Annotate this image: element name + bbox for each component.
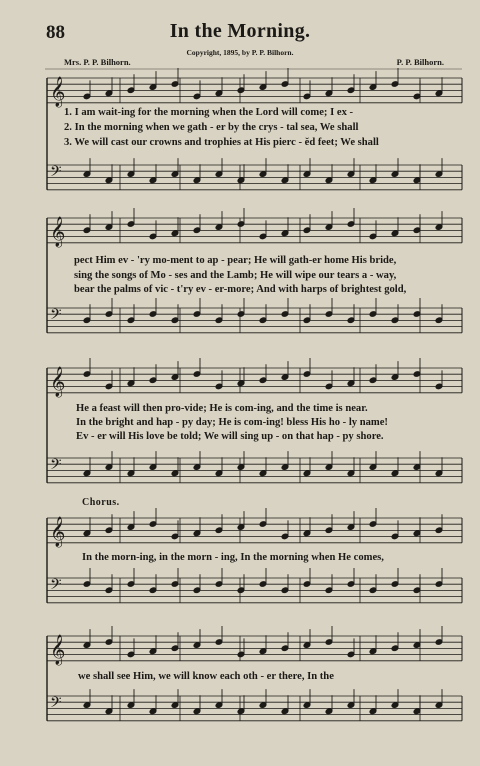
system2-verse2: sing the songs of Mo - ses and the Lamb; He will wipe our tears a - way, xyxy=(74,270,397,281)
system2-verse3: bear the palms of vic - t'ry ev - er-more; And with harps of brightest gold, xyxy=(74,284,407,295)
system3-verse3: Ev - er will His love be told; We will sing up - on that hap - py shore. xyxy=(76,431,384,442)
system2-verse1: pect Him ev - 'ry mo-ment to ap - pear; He will gath-er home His bride, xyxy=(74,255,397,266)
svg-text:𝄞: 𝄞 xyxy=(50,217,66,247)
system1-verse1: 1. I am wait-ing for the morning when the Lord will come; I ex - xyxy=(64,107,354,118)
system5-chorus-line: we shall see Him, we will know each oth - er there, In the xyxy=(78,671,334,682)
svg-text:𝄢: 𝄢 xyxy=(50,163,62,184)
system1-verse3: 3. We will cast our crowns and trophies at His pierc - ĕd feet; We shall xyxy=(64,137,379,148)
system3-verse1: He a feast will then pro-vide; He is com-ing, and the time is near. xyxy=(76,403,368,414)
system3-verse2: In the bright and hap - py day; He is com-ing! bless His ho - ly name! xyxy=(76,417,388,428)
svg-text:𝄢: 𝄢 xyxy=(50,576,62,597)
page-number: 88 xyxy=(46,22,65,43)
svg-text:𝄞: 𝄞 xyxy=(50,367,66,397)
copyright-notice: Copyright, 1895, by P. P. Bilhorn. xyxy=(186,48,294,57)
system1-verse2: 2. In the morning when we gath - er by the crys - tal sea, We shall xyxy=(64,122,359,133)
svg-text:𝄢: 𝄢 xyxy=(50,694,62,715)
svg-text:𝄢: 𝄢 xyxy=(50,456,62,477)
svg-text:𝄞: 𝄞 xyxy=(50,517,66,547)
lyricist-credit: Mrs. P. P. Bilhorn. xyxy=(64,57,131,67)
composer-credit: P. P. Bilhorn. xyxy=(396,57,444,67)
svg-text:𝄢: 𝄢 xyxy=(50,306,62,327)
svg-text:𝄞: 𝄞 xyxy=(50,635,66,665)
system4-chorus-line: In the morn-ing, in the morn - ing, In the morning when He comes, xyxy=(82,552,384,563)
svg-text:𝄞: 𝄞 xyxy=(50,77,66,107)
chorus-label: Chorus. xyxy=(82,497,120,508)
hymn-title: In the Morning. xyxy=(169,20,311,42)
